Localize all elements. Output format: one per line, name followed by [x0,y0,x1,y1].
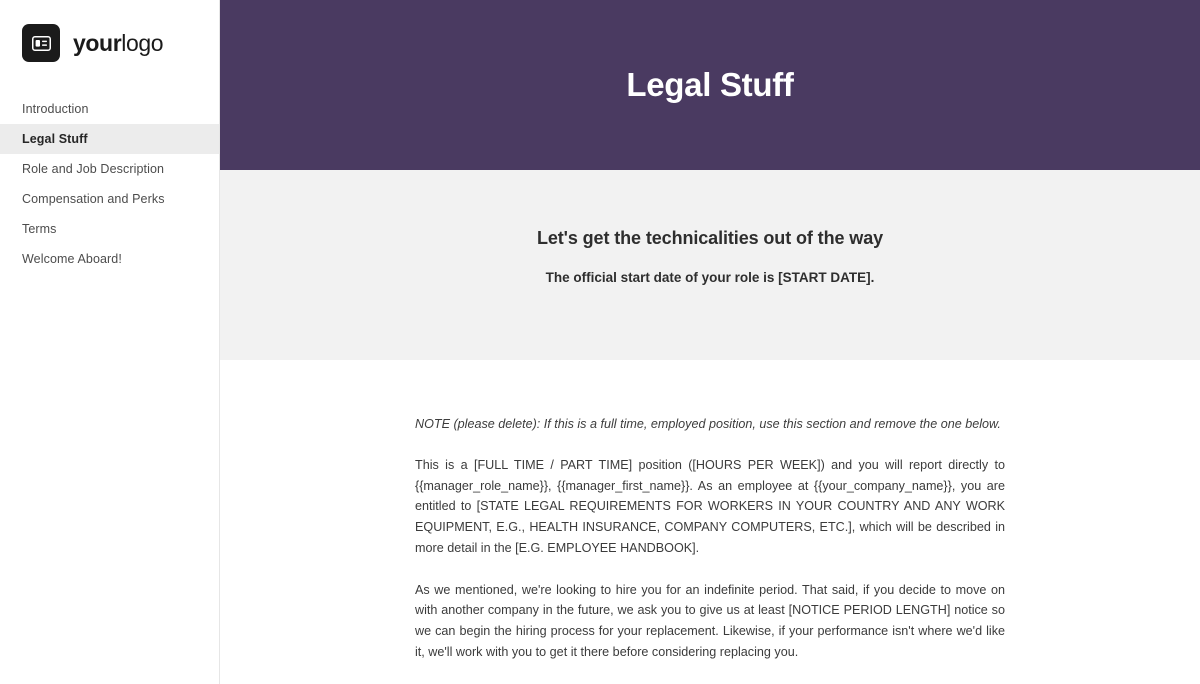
section-heading: Let's get the technicalities out of the way [536,228,884,248]
sidebar [0,0,220,684]
sidebar-item-label: Terms [22,222,57,236]
sidebar-item-role-and-job-description[interactable] [0,154,219,184]
body-column [415,415,1005,663]
logo-text-bold: your [73,29,122,56]
sidebar-item-label: Role and Job Description [22,162,165,176]
logo[interactable] [0,0,219,62]
sidebar-item-compensation-and-perks[interactable] [0,184,219,214]
main-content [220,0,1200,684]
sidebar-item-label: Legal Stuff [22,132,88,146]
paragraph-notice-period: As we mentioned, we're looking to hire you for an indefinite period. That said, if you decide to move on with another company in the future, we ask you to give us at least [NOTICE PERIOD LENGTH] notice so we can begin the hiring process for your replacement. Likewise, if your performance isn't where we'd like it, we'll work with you to get it there before considering replacing you. [415,582,1005,660]
sidebar-item-terms[interactable] [0,214,219,244]
section-subheading: The official start date of your role is [START DATE]. [545,270,875,285]
editor-note: NOTE (please delete): If this is a full time, employed position, use this section and remove the one below. [415,417,1001,431]
subheader-block [220,170,1200,360]
sidebar-item-welcome-aboard[interactable] [0,244,219,274]
logo-text-light: logo [121,29,164,56]
hero-banner [220,0,1200,170]
document-body [220,360,1200,663]
logo-text [73,30,163,57]
sidebar-item-label: Introduction [22,102,89,116]
sidebar-item-label: Welcome Aboard! [22,252,122,266]
sidebar-nav [0,94,219,274]
sidebar-item-introduction[interactable] [0,94,219,124]
logo-card-icon [22,24,60,62]
page-title: Legal Stuff [626,66,794,103]
paragraph-employment-terms: This is a [FULL TIME / PART TIME] position ([HOURS PER WEEK]) and you will report directly to {{manager_role_name}}, {{manager_first_name}}. As an employee at {{your_company_name}}, you are entitled to [STATE LEGAL REQUIREMENTS FOR WORKERS IN YOUR COUNTRY AND ANY WORK EQUIPMENT, E.G., HEALTH INSURANCE, COMPANY COMPUTERS, ETC.], which will be described in more detail in the [E.G. EMPLOYEE HANDBOOK]. [415,457,1005,555]
sidebar-item-legal-stuff[interactable] [0,124,219,154]
sidebar-item-label: Compensation and Perks [22,192,165,206]
